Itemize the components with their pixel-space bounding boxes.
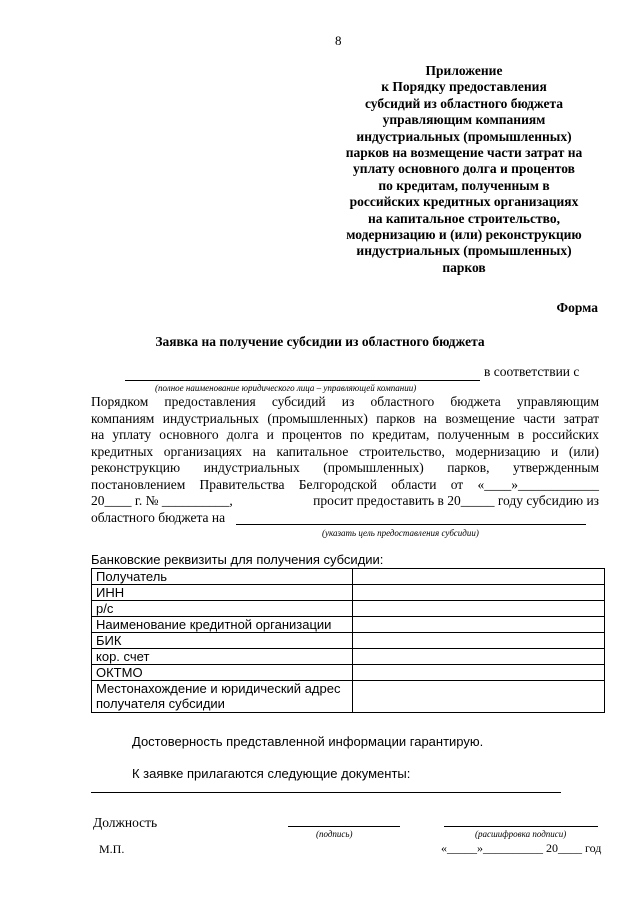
appendix-line: субсидий из областного бюджета [364,95,564,111]
attached-docs-text: К заявке прилагаются следующие документы: [132,766,411,781]
table-row [92,633,605,649]
position-label: Должность [93,815,158,830]
body-line: кредитных организациях на капитальное строительство, модернизацию и (или) [91,443,599,459]
bank-row-label: кор. счет [92,649,353,665]
bank-row-label: ОКТМО [92,665,353,681]
signature-hint: (подпись) [316,829,353,839]
signature-decode-field[interactable] [444,814,598,827]
table-row [92,681,605,713]
document-title: Заявка на получение субсидии из областного бюджета [155,334,485,349]
appendix-line: российских кредитных организациях [349,194,579,210]
table-row [92,601,605,617]
form-label: Форма [556,300,598,315]
bank-row-value[interactable] [353,633,605,649]
body-line: реконструкцию индустриальных (промышленных) парков, утвержденным [91,460,599,476]
table-row [92,665,605,681]
bank-row-label: Наименование кредитной организации [92,617,353,633]
table-row [92,569,605,585]
bank-row-value[interactable] [353,617,605,633]
bank-row-label: Местонахождение и юридический адрес получателя субсидии [92,681,353,713]
appendix-line: модернизацию и (или) реконструкцию [346,227,582,243]
bank-row-label: Получатель [92,569,353,585]
applicant-after-text: в соответствии с [484,364,580,379]
purpose-label: областного бюджета на [91,510,226,525]
date-field[interactable]: «_____»__________ 20____ год [441,841,602,855]
signature-field[interactable] [288,814,400,827]
body-line: компаниям индустриальных (промышленных) парков на возмещение части затрат [91,410,599,426]
request-text: просит предоставить в 20_____ году субсидию из [313,493,599,508]
bank-row-label: БИК [92,633,353,649]
body-line: на уплату основного долга и процентов по кредитам, полученным в российских [91,427,599,443]
request-line [91,493,599,509]
appendix-line: индустриальных (промышленных) [356,128,572,144]
body-line: Порядком предоставления субсидий из областного бюджета управляющим [91,394,599,409]
table-row [92,585,605,601]
appendix-line: к Порядку предоставления [381,79,547,95]
appendix-line: Приложение [425,63,503,78]
bank-heading: Банковские реквизиты для получения субсидии: [91,552,384,567]
appendix-header [318,63,610,276]
purpose-hint: (указать цель предоставления субсидии) [322,528,479,538]
bank-row-value[interactable] [353,585,605,601]
bank-row-value[interactable] [353,649,605,665]
bank-details-table [91,568,605,713]
appendix-line: парков [442,259,486,275]
guarantee-text: Достоверность представленной информации гарантирую. [132,734,484,749]
body-paragraph [91,394,599,494]
appendix-line: на капитальное строительство, [368,210,560,226]
bank-row-value[interactable] [353,601,605,617]
appendix-line: парков на возмещение части затрат на [345,145,583,161]
applicant-hint: (полное наименование юридического лица – управляющей компании) [155,383,417,393]
signature-decode-hint: (расшифровка подписи) [475,829,567,839]
table-row [92,617,605,633]
appendix-line: уплату основного долга и процентов [353,161,575,177]
page-number: 8 [335,33,342,48]
bank-row-value[interactable] [353,665,605,681]
bank-row-label: ИНН [92,585,353,601]
attached-docs-field[interactable] [91,782,561,793]
applicant-name-field[interactable] [125,366,480,381]
decree-number-text: 20____ г. № __________, [91,493,233,508]
table-row [92,649,605,665]
bank-row-value[interactable] [353,681,605,713]
appendix-line: индустриальных (промышленных) [356,243,572,259]
appendix-line: управляющим компаниям [382,112,546,128]
bank-row-label: р/с [92,601,353,617]
body-line: постановлением Правительства Белгородской области от «____»____________ [91,476,599,492]
bank-row-value[interactable] [353,569,605,585]
purpose-field[interactable] [236,510,586,525]
stamp-label: М.П. [99,842,125,856]
appendix-line: по кредитам, полученным в [378,177,550,193]
